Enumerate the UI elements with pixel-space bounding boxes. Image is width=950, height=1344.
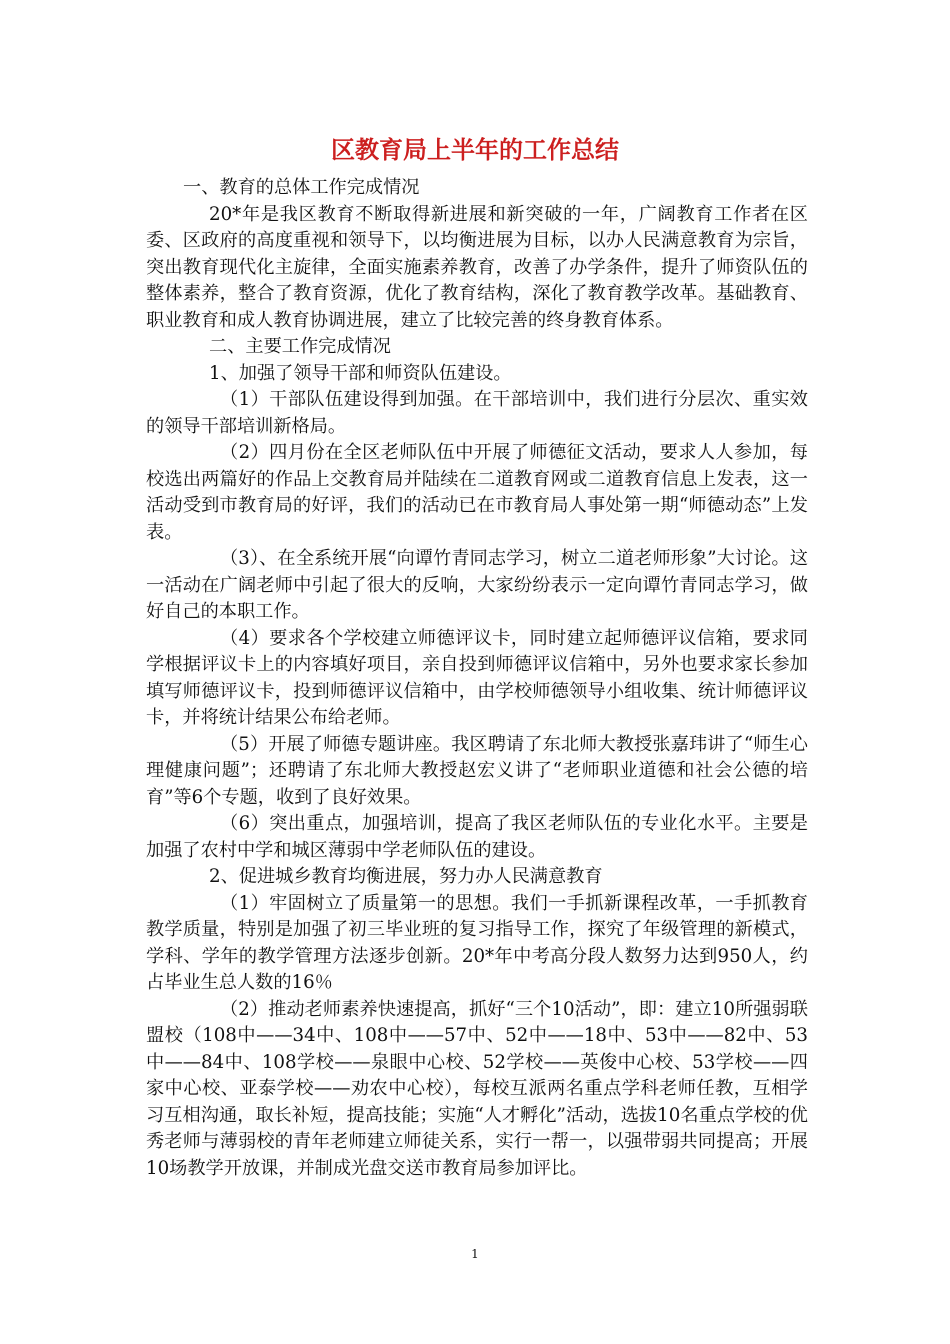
subsection-heading-leadership: 1、加强了领导干部和师资队伍建设。 bbox=[209, 362, 512, 384]
document-body bbox=[146, 175, 808, 1182]
paragraph-item-2: （2）四月份在全区老师队伍中开展了师德征文活动，要求人人参加，每校选出两篇好的作品上交教育局并陆续在二道教育网或二道教育信息上发表，这一活动受到市教育局的好评，我们的活动已在市教育局人事处第一期“师德动态”上发表。 bbox=[146, 442, 808, 543]
paragraph-item-3: （3）、在全系统开展“向谭竹青同志学习，树立二道老师形象”大讨论。这一活动在广阔老师中引起了很大的反响，大家纷纷表示一定向谭竹青同志学习，做好自己的本职工作。 bbox=[146, 548, 808, 622]
paragraph-quality: （1）牢固树立了质量第一的思想。我们一手抓新课程改革，一手抓教育教学质量，特别是加强了初三毕业班的复习指导工作，探究了年级管理的新模式，学科、学年的教学管理方法逐步创新。20*年中考高分段人数努力达到950人，约占毕业生总人数的16％ bbox=[146, 892, 808, 993]
paragraph-item-1: （1）干部队伍建设得到加强。在干部培训中，我们进行分层次、重实效的领导干部培训新格局。 bbox=[146, 389, 808, 437]
paragraph-teacher-quality: （2）推动老师素养快速提高，抓好“三个10活动”，即：建立10所强弱联盟校（108中——34中、108中——57中、52中——18中、53中——82中、53中——84中、108学校——泉眼中心校、52学校——英俊中心校、53学校——四家中心校、亚泰学校——劝农中心校），每校互派两名重点学科老师任教，互相学习互相沟通，取长补短，提高技能；实施“人才孵化”活动，选拔10名重点学校的优秀老师与薄弱校的青年老师建立师徒关系，实行一帮一，以强带弱共同提高；开展10场教学开放课，并制成光盘交送市教育局参加评比。 bbox=[146, 998, 808, 1179]
section-heading-overall: 一、教育的总体工作完成情况 bbox=[183, 177, 420, 198]
section-heading-main-work: 二、主要工作完成情况 bbox=[209, 336, 391, 357]
paragraph-item-6: （6）突出重点，加强培训，提高了我区老师队伍的专业化水平。主要是加强了农村中学和城区薄弱中学老师队伍的建设。 bbox=[146, 813, 808, 861]
paragraph-item-5: （5）开展了师德专题讲座。我区聘请了东北师大教授张嘉玮讲了“师生心理健康问题”；还聘请了东北师大教授赵宏义讲了“老师职业道德和社会公德的培育”等6个专题，收到了良好效果。 bbox=[146, 733, 808, 808]
page-number: 1 bbox=[471, 1247, 479, 1261]
document-title: 区教育局上半年的工作总结 bbox=[331, 136, 619, 164]
subsection-heading-balance: 2、促进城乡教育均衡进展，努力办人民满意教育 bbox=[209, 866, 603, 887]
paragraph-item-4: （4）要求各个学校建立师德评议卡，同时建立起师德评议信箱，要求同学根据评议卡上的内容填好项目，亲自投到师德评议信箱中，另外也要求家长参加填写师德评议卡，投到师德评议信箱中，由学校师德领导小组收集、统计师德评议卡，并将统计结果公布给老师。 bbox=[146, 627, 808, 728]
paragraph-overview: 20*年是我区教育不断取得新进展和新突破的一年，广阔教育工作者在区委、区政府的高度重视和领导下，以均衡进展为目标，以办人民满意教育为宗旨，突出教育现代化主旋律，全面实施素养教育，改善了办学条件，提升了师资队伍的整体素养，整合了教育资源，优化了教育结构，深化了教育教学改革。基础教育、职业教育和成人教育协调进展，建立了比较完善的终身教育体系。 bbox=[146, 203, 808, 331]
